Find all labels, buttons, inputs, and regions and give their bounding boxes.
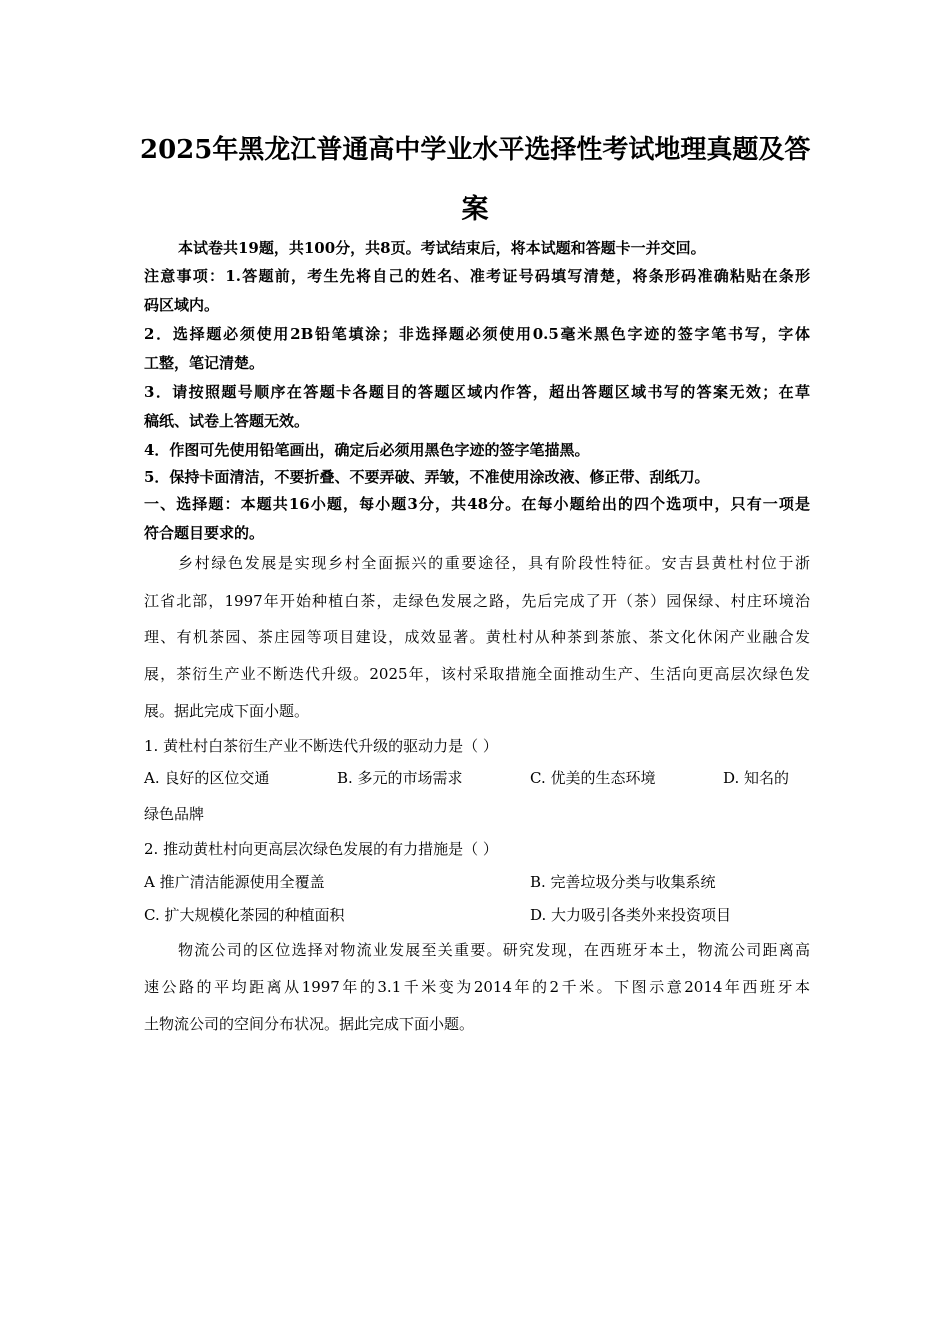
passage-line: 乡村绿色发展是实现乡村全面振兴的重要途径，具有阶段性特征。安吉县黄杜村位于浙 [178, 554, 810, 572]
question-2-option-d[interactable]: D. 大力吸引各类外来投资项目 [530, 906, 732, 924]
exam-intro: 本试卷共19题，共100分，共8页。考试结束后，将本试题和答题卡一并交回。 [178, 239, 706, 257]
question-1-option-d[interactable]: D. 知名的 [723, 769, 790, 787]
passage-line: 物流公司的区位选择对物流业发展至关重要。研究发现，在西班牙本土，物流公司距离高 [178, 941, 810, 959]
notice-line: 4．作图可先使用铅笔画出，确定后必须用黑色字迹的签字笔描黑。 [144, 441, 590, 459]
section-header-line: 一、选择题：本题共16小题，每小题3分，共48分。在每小题给出的四个选项中，只有一项是 [144, 495, 810, 513]
question-1-option-d-continuation: 绿色品牌 [144, 805, 205, 823]
notice-line: 工整，笔记清楚。 [144, 354, 265, 372]
question-1-option-b[interactable]: B. 多元的市场需求 [337, 769, 463, 787]
question-2-option-a[interactable]: A 推广清洁能源使用全覆盖 [144, 873, 325, 891]
passage-line: 土物流公司的空间分布状况。据此完成下面小题。 [144, 1015, 475, 1033]
notice-line: 码区域内。 [144, 296, 220, 314]
passage-line: 理、有机茶园、茶庄园等项目建设，成效显著。黄杜村从种茶到茶旅、茶文化休闲产业融合发 [144, 628, 810, 646]
question-1-option-c[interactable]: C. 优美的生态环境 [530, 769, 656, 787]
notice-line: 稿纸、试卷上答题无效。 [144, 412, 310, 430]
notice-line: 3．请按照题号顺序在答题卡各题目的答题区域内作答，超出答题区域书写的答案无效；在草 [144, 383, 810, 401]
document-title-line-1: 2025年黑龙江普通高中学业水平选择性考试地理真题及答 [140, 135, 811, 165]
question-2-stem: 2. 推动黄杜村向更高层次绿色发展的有力措施是（ ） [144, 840, 498, 858]
passage-line: 江省北部，1997年开始种植白茶，走绿色发展之路，先后完成了开（茶）园保绿、村庄环境治 [144, 592, 810, 610]
passage-line: 展，茶衍生产业不断迭代升级。2025年，该村采取措施全面推动生产、生活向更高层次绿色发 [144, 665, 810, 683]
notice-line: 2．选择题必须使用2B铅笔填涂；非选择题必须使用0.5毫米黑色字迹的签字笔书写，字体 [144, 325, 810, 343]
question-2-option-c[interactable]: C. 扩大规模化茶园的种植面积 [144, 906, 345, 924]
document-title-line-2: 案 [461, 194, 489, 225]
question-1-stem: 1. 黄杜村白茶衍生产业不断迭代升级的驱动力是（ ） [144, 737, 498, 755]
question-1-option-a[interactable]: A. 良好的区位交通 [144, 769, 270, 787]
section-header-line: 符合题目要求的。 [144, 524, 265, 542]
passage-line: 速公路的平均距离从1997年的3.1千米变为2014年的2千米。下图示意2014年西班牙本 [144, 978, 810, 996]
notice-line: 5．保持卡面清洁，不要折叠、不要弄破、弄皱，不准使用涂改液、修正带、刮纸刀。 [144, 468, 710, 486]
notice-line: 注意事项：1.答题前，考生先将自己的姓名、准考证号码填写清楚，将条形码准确粘贴在条形 [144, 267, 810, 285]
passage-line: 展。据此完成下面小题。 [144, 702, 310, 720]
question-2-option-b[interactable]: B. 完善垃圾分类与收集系统 [530, 873, 716, 891]
